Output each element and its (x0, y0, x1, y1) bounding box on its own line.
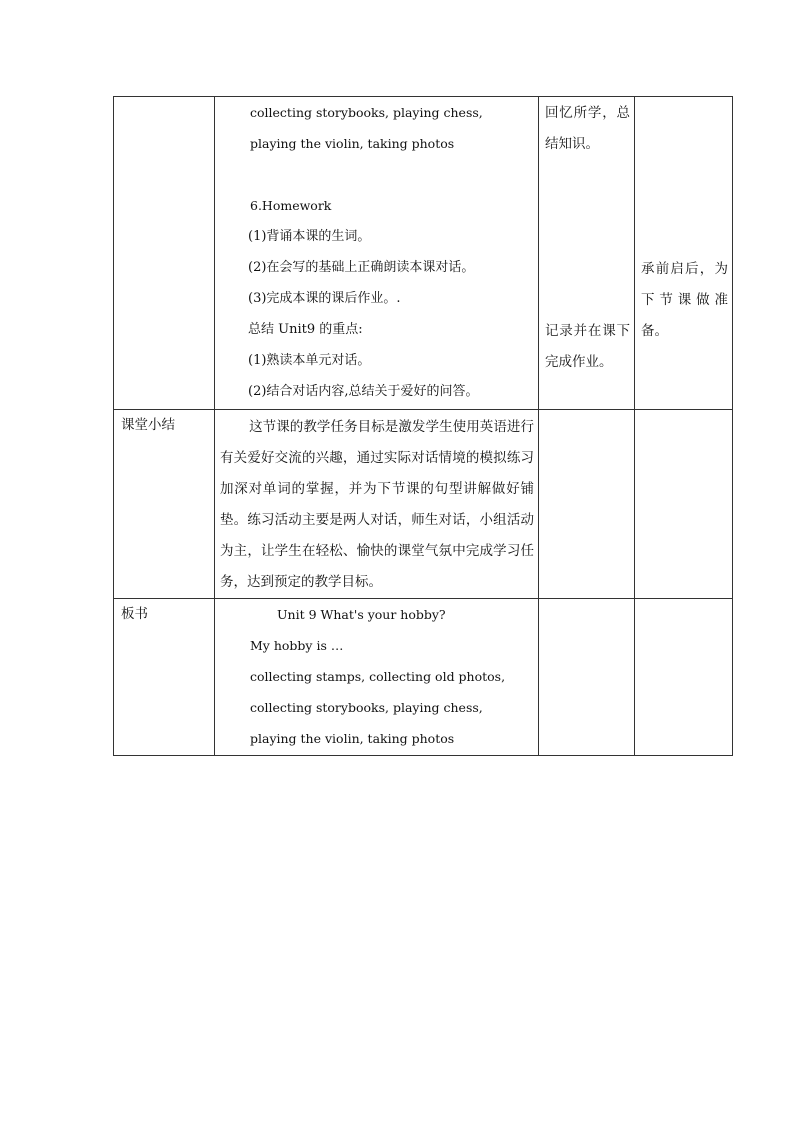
homework-item: (1)背诵本课的生词。 (248, 229, 371, 244)
summary-text-cell (215, 410, 539, 599)
continuation-row (114, 97, 733, 410)
unit-summary-item: (2)结合对话内容,总结关于爱好的问答。 (248, 384, 479, 399)
board-label: 板书 (121, 606, 148, 622)
summary-empty-cell-1 (539, 410, 635, 599)
summary-text: 这节课的教学任务目标是激发学生使用英语进行有关爱好交流的兴趣，通过实际对话情境的模拟练习加深对单词的掌握，并为下节课的句型讲解做好铺垫。练习活动主要是两人对话，师生对话，小组活动为主，让学生在轻松、愉快的课堂气氛中完成学习任务，达到预定的教学目标。 (220, 419, 534, 590)
content-line: collecting storybooks, playing chess, (250, 105, 483, 120)
content-line-blank (215, 159, 538, 190)
unit-summary-item: (1)熟读本单元对话。 (248, 353, 371, 368)
summary-label-cell (114, 410, 215, 599)
board-line: collecting stamps, collecting old photos, (250, 669, 506, 684)
board-row (114, 599, 733, 756)
summary-empty-cell-2 (635, 410, 733, 599)
board-empty-cell-2 (635, 599, 733, 756)
student-activity-homework: 记录并在课下完成作业。 (545, 323, 630, 370)
board-title: Unit 9 What's your hobby? (277, 607, 446, 622)
summary-paragraph (215, 410, 538, 598)
summary-row (114, 410, 733, 599)
lesson-plan-table (113, 96, 733, 756)
homework-item: (2)在会写的基础上正确朗读本课对话。 (248, 260, 475, 275)
board-label-cell (114, 599, 215, 756)
board-line: playing the violin, taking photos (250, 731, 455, 746)
continuation-label-cell (114, 97, 215, 410)
summary-label: 课堂小结 (121, 417, 175, 433)
board-content-cell (215, 599, 539, 756)
board-line: My hobby is … (250, 638, 344, 653)
board-empty-cell-1 (539, 599, 635, 756)
design-intent-text: 承前启后，为下节课做准备。 (641, 261, 728, 339)
student-activity-recall: 回忆所学，总结知识。 (545, 105, 630, 152)
homework-item: (3)完成本课的课后作业。. (248, 291, 401, 306)
design-intent-cell (635, 97, 733, 410)
homework-heading: 6.Homework (250, 198, 332, 213)
unit-summary-heading: 总结 Unit9 的重点: (248, 322, 363, 337)
continuation-content-cell (215, 97, 539, 410)
student-activity-cell (539, 97, 635, 410)
board-line: collecting storybooks, playing chess, (250, 700, 483, 715)
content-line: playing the violin, taking photos (250, 136, 455, 151)
